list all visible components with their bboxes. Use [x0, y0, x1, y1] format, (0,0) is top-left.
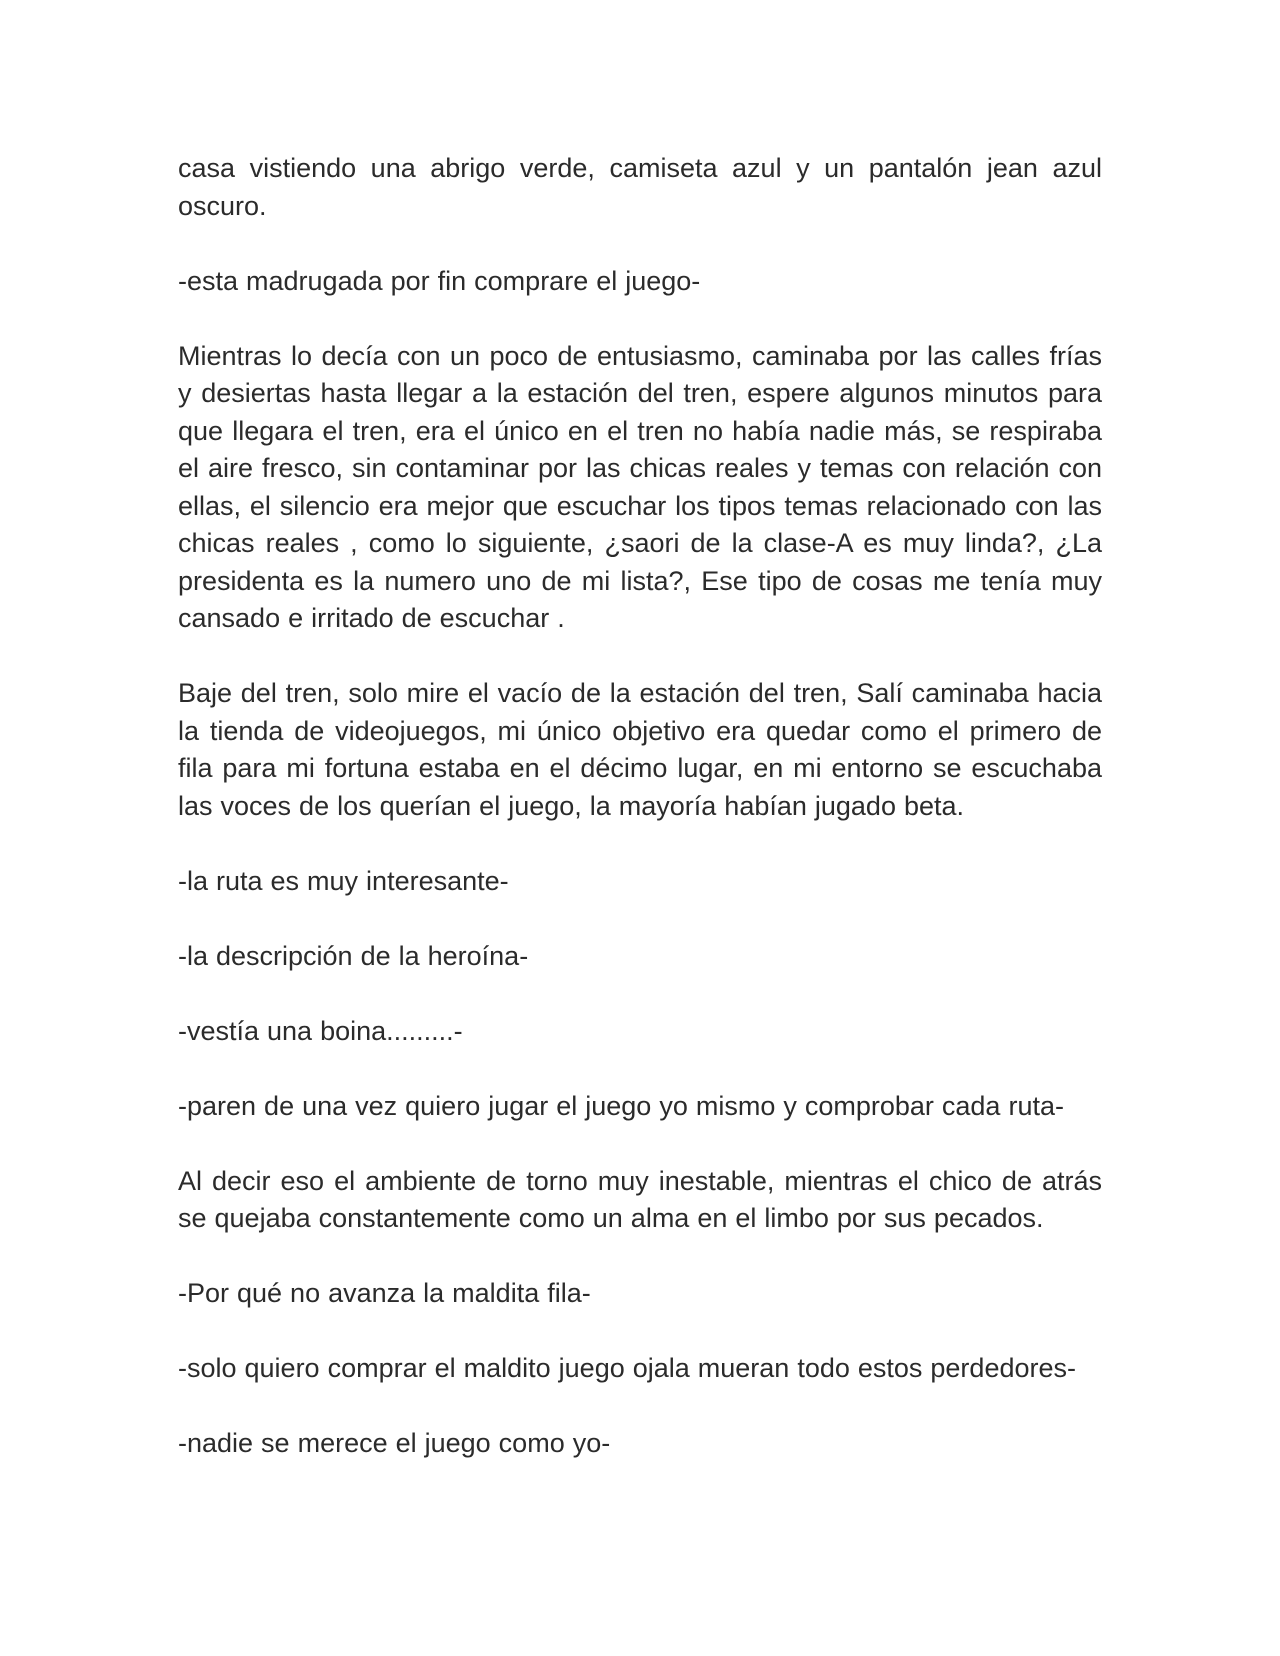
dialogue-line-7: -solo quiero comprar el maldito juego ojala mueran todo estos perdedores- [178, 1353, 1076, 1383]
dialogue-line-2: -la ruta es muy interesante- [178, 865, 509, 896]
dialogue-line-8: -nadie se merece el juego como yo- [178, 1428, 611, 1458]
dialogue-line-5: -paren de una vez quiero jugar el juego yo mismo y comprobar cada ruta- [178, 1090, 1064, 1121]
paragraph-1: casa vistiendo una abrigo verde, camiseta azul y un pantalón jean azul oscuro. [178, 153, 1102, 221]
document-body [178, 150, 1102, 1500]
dialogue-line-6: -Por qué no avanza la maldita fila- [178, 1278, 591, 1308]
dialogue-line-4: -vestía una boina.........- [178, 1015, 463, 1046]
paragraph-3: Baje del tren, solo mire el vacío de la estación del tren, Salí caminaba hacia la tienda de videojuegos, mi único objetivo era quedar como el primero de fila para mi fortuna estaba en el décimo lugar, en mi entorno se escuchaba las voces de los querían el juego, la mayoría habían jugado beta. [178, 678, 1102, 821]
dialogue-line-3: -la descripción de la heroína- [178, 940, 529, 971]
dialogue-line-1: -esta madrugada por fin comprare el juego- [178, 265, 701, 296]
paragraph-2: Mientras lo decía con un poco de entusiasmo, caminaba por las calles frías y desiertas hasta llegar a la estación del tren, espere algunos minutos para que llegara el tren, era el único en el tren no había nadie más, se respiraba el aire fresco, sin contaminar por las chicas reales y temas con relación con ellas, el silencio era mejor que escuchar los tipos temas relacionado con las chicas reales , como lo siguiente, ¿saori de la clase-A es muy linda?, ¿La presidenta es la numero uno de mi lista?, Ese tipo de cosas me tenía muy cansado e irritado de escuchar . [178, 340, 1102, 633]
paragraph-4: Al decir eso el ambiente de torno muy inestable, mientras el chico de atrás se quejaba constantemente como un alma en el limbo por sus pecados. [178, 1165, 1102, 1233]
